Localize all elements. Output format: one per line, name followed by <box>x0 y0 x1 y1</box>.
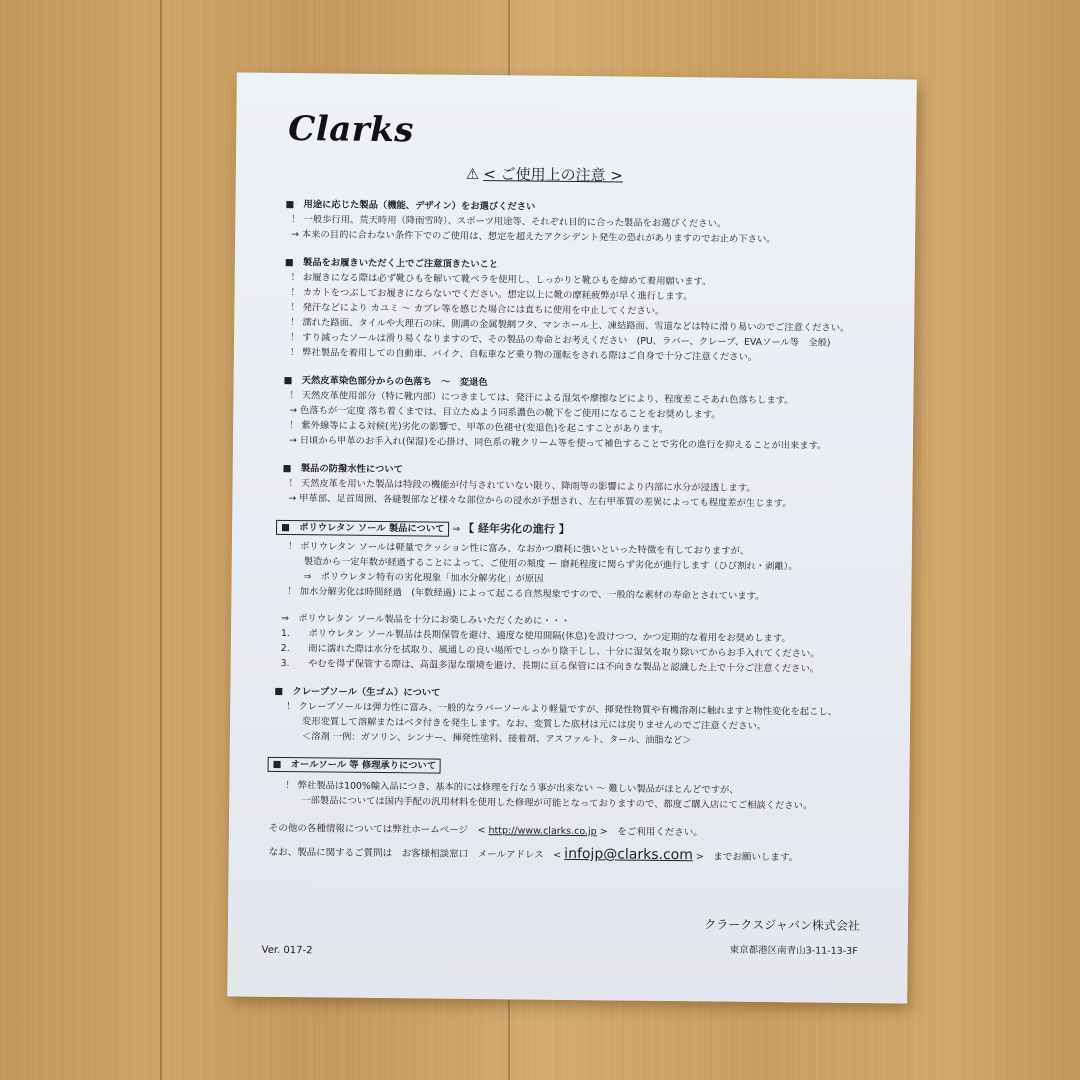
notice-line: ！ ポリウレタン ソールは軽量でクッション性に富み、なおかつ磨耗に強いといった特徴を有しておりますが、 <box>287 541 750 557</box>
allsole-tag: ■ オールソール 等 修理承りについて <box>268 757 442 774</box>
notice-line: ⇒ ポリウレタン特有の劣化現象「加水分解劣化」が原因 <box>303 571 544 585</box>
notice-line: ！ 発汗などにより カユミ ～ カブレ等を感じた場合には直ちに使用を中止してください。 <box>290 302 665 317</box>
notice-line: ！ クレープソールは弾力性に富み、一般的なラバーソールより軽量ですが、揮発性物質や有機溶剤に触れますと物性変化を起こし、 <box>286 701 838 718</box>
section-crepe <box>264 684 885 750</box>
email-link[interactable]: infojp@clarks.com <box>564 845 694 864</box>
section-allsole <box>263 757 884 814</box>
notice-line: 変形変質して溶解またはベタ付きを発生します。なお、変質した底材は元には戻りませんのでご注意ください。 <box>302 716 767 733</box>
notice-line: ！ 弊社製品を着用しての自動車、バイク、自転車など乗り物の運転をされる際はご自身で十分ご注意ください。 <box>289 347 758 363</box>
pu-aging-label: 【 経年劣化の進行 】 <box>463 521 570 536</box>
arrow-icon: ⇒ <box>452 523 461 535</box>
website-prefix: その他の各種情報については弊社ホームページ < <box>268 822 486 837</box>
notice-line: ！ 加水分解劣化は時間経過 (年数経過) によって起こる自然現象ですので、一般的な素材の寿命とされています。 <box>287 586 765 603</box>
clarks-logo: Clarks <box>288 109 415 151</box>
notice-line: → 甲革部、足首周囲、各縫製部など様々な部位からの浸水が予想され、左右甲革質の差異によっても程度差が生じます。 <box>288 493 792 510</box>
instruction-sheet <box>227 72 917 1003</box>
care-item: 3. やむを得ず保管する際は、高温多湿な環境を避け、長期に亘る保管には不向きな製品と認識した上で十分ご注意ください。 <box>280 657 820 675</box>
section-polyurethane <box>265 519 887 677</box>
notice-line: ！ カカトをつぶしてお履きにならないでください。想定以上に靴の摩耗疲弊が早く進行します。 <box>290 287 693 303</box>
contact-prefix: なお、製品に関するご質問は お客様相談窓口 メールアドレス < <box>268 846 562 861</box>
company-name: クラークスジャパン株式会社 <box>704 917 861 934</box>
care-heading: ⇒ ポリウレタン ソール製品を十分にお楽しみいただくために・・・ <box>281 612 571 627</box>
notice-line: ！ 天然皮革を用いた製品は特段の機能が付与されていない限り、降雨等の影響により内部に水分が浸透します。 <box>288 478 756 494</box>
notice-line: → 本来の目的に合わない条件下でのご使用は、想定を超えたアクシデント発生の恐れがありますのでお止め下さい。 <box>291 229 776 246</box>
notice-body <box>263 197 890 866</box>
section-heading: ■ クレープソール（生ゴム）について <box>274 685 441 699</box>
title-text: < ご使用上の注意 > <box>483 165 624 185</box>
notice-line: ！ 濡れた路面、タイルや大理石の床、側溝の金属製網フタ、マンホール上、凍結路面、雪道などは特に滑り易いのでご注意ください。 <box>290 317 850 334</box>
website-link[interactable]: http://www.clarks.co.jp <box>488 825 597 838</box>
notice-line: ！ 一般歩行用、荒天時用（降雨雪時）、スポーツ用途等、それぞれ目的に合った製品をお選びください。 <box>291 214 727 230</box>
table-seam <box>160 0 162 1080</box>
company-address: 東京都港区南青山3-11-13-3F <box>729 944 858 958</box>
notice-line: ！ すり減ったソールは滑り易くなりますので、その製品の寿命とお考えください (PU、ラバー、クレープ、EVAソール等 全般) <box>290 332 831 349</box>
notice-line: ＜溶剤 一例：ガソリン、シンナー、揮発性塗料、接着剤、アスファルト、タール、油脂など＞ <box>301 731 692 747</box>
version-label: Ver. 017-2 <box>261 944 313 957</box>
section-water <box>266 461 886 512</box>
section-usage <box>269 197 889 248</box>
notice-line: ！ 紫外線等による対候(光)劣化の影響で、甲革の色褪せ(変退色)を起こすことがあります。 <box>289 420 669 436</box>
notice-line: ！ お履きになる際は必ず靴ひもを解いて靴ベラを使用し、しっかりと靴ひもを締めて着用願います。 <box>290 272 712 288</box>
page-title <box>466 163 623 186</box>
notice-line: → 色落ちが一定度 落ち着くまでは、目立たぬよう同系濃色の靴下をご使用になることをお奨めします。 <box>289 405 721 421</box>
section-color <box>267 373 888 454</box>
care-item: 1. ポリウレタン ソール製品は長期保管を避け、適度な使用間隔(休息)を設けつつ、かつ定期的な着用をお奨めします。 <box>280 627 791 645</box>
notice-line: 製造から一定年数が経過することによって、ご使用の頻度 ー 磨耗程度に関らず劣化が進行します（ひび割れ・剥離）。 <box>303 556 798 573</box>
warning-icon: ⚠ <box>465 164 480 184</box>
pu-tag: ■ ポリウレタン ソール 製品について <box>276 520 449 537</box>
care-item: 2. 雨に濡れた際は水分を拭取り、風通しの良い場所でしっかり陰干しし、十分に湿気を取り除いてからお手入れてください。 <box>280 642 820 660</box>
section-heading: ■ 製品をお履きいただく上でご注意頂きたいこと <box>284 256 499 271</box>
section-heading: ■ 用途に応じた製品（機能、デザイン）をお選びください <box>285 198 536 213</box>
website-suffix: > をご利用ください。 <box>599 826 703 839</box>
notice-line: 一部製品については国内手配の汎用材料を使用した修理が可能となっておりますので、都度ご購入店にてご相談ください。 <box>301 795 813 812</box>
notice-line: ！ 弊社製品は100%輸入品につき、基本的には修理を行なう事が出来ない ～ 難しい製品がほとんどですが、 <box>285 780 739 796</box>
notice-line: ！ 天然皮革使用部分（特に靴内部）につきましては、発汗による湿気や摩擦などにより、程度差こそあれ色落ちします。 <box>289 390 794 407</box>
section-heading: ■ 製品の防撥水性について <box>282 462 403 476</box>
contact-suffix: > までお願いします。 <box>695 851 799 864</box>
section-wearing <box>268 255 889 366</box>
section-heading: ■ 天然皮革染色部分からの色落ち ～ 変退色 <box>283 374 488 389</box>
notice-line: → 日頃から甲革のお手入れ(保湿)を心掛け、同色系の靴クリーム等を使って補色することで劣化の進行を抑えることが出来ます。 <box>288 435 827 452</box>
